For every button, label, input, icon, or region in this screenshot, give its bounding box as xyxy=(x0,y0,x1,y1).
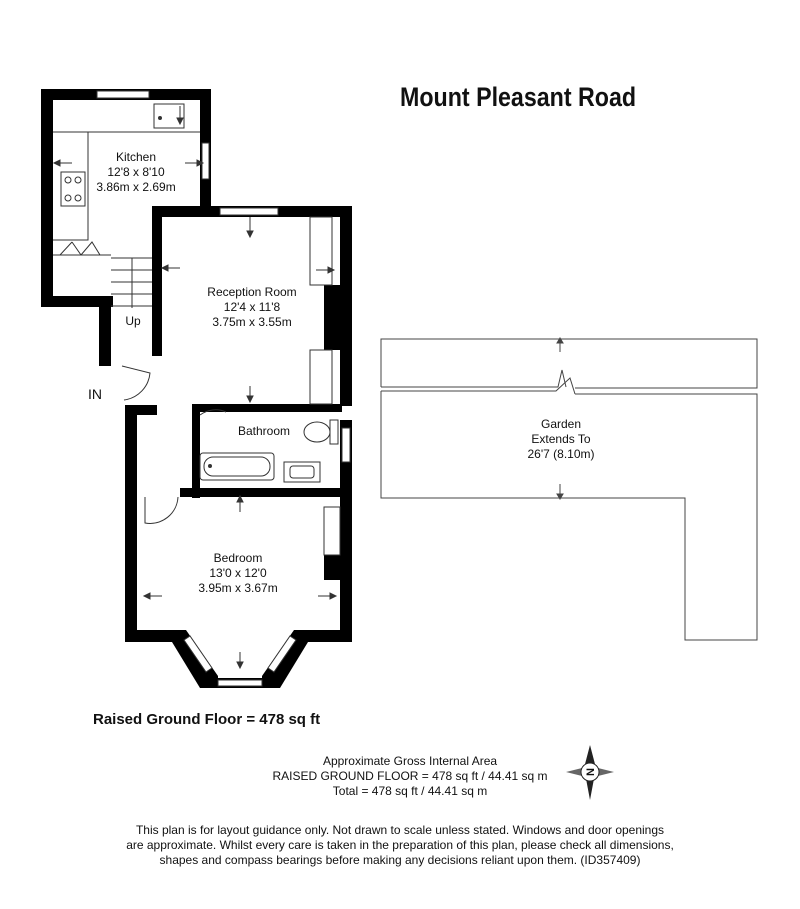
bedroom-door-swing xyxy=(145,497,178,523)
up-label: Up xyxy=(125,314,141,328)
bedroom-imperial: 13'0 x 12'0 xyxy=(209,566,267,580)
hob-ring-3 xyxy=(65,195,71,201)
disclaimer-line-3: shapes and compass bearings before making any decisions reliant upon them. (ID357409) xyxy=(159,853,641,867)
reception-alcove-lower xyxy=(310,350,332,404)
kitchen-name: Kitchen xyxy=(115,150,157,164)
gia-line-3: Total = 478 sq ft / 44.41 sq m xyxy=(332,784,488,798)
disclaimer-line-1: This plan is for layout guidance only. Not drawn to scale unless stated. Windows and door openings xyxy=(135,823,665,837)
garden-line1: Garden xyxy=(540,417,582,431)
hob-ring-1 xyxy=(65,177,71,183)
wall-bath-left xyxy=(192,404,200,498)
bath-drain xyxy=(209,465,212,468)
disclaimer xyxy=(100,823,700,868)
wall-bedroom-left xyxy=(125,407,137,642)
wall-stair-left xyxy=(99,296,111,366)
reception-alcove-upper xyxy=(310,217,332,285)
wall-bath-top xyxy=(192,404,342,412)
wall-reception-left xyxy=(152,206,162,356)
entrance-door-swing xyxy=(122,366,150,400)
window-bathroom-right xyxy=(342,428,350,462)
kitchen-sink-tap xyxy=(159,117,162,120)
garden-line3: 26'7 (8.10m) xyxy=(527,447,595,461)
hob-ring-4 xyxy=(75,195,81,201)
cupboard-door-left xyxy=(60,242,81,255)
garden-break-top xyxy=(381,370,566,387)
basin-bowl xyxy=(290,466,314,478)
gia-line-1: Approximate Gross Internal Area xyxy=(322,754,498,768)
reception-metric: 3.75m x 3.55m xyxy=(212,315,292,329)
gia-line-2: RAISED GROUND FLOOR = 478 sq ft / 44.41 sq m xyxy=(272,769,548,783)
garden-line2: Extends To xyxy=(531,432,591,446)
toilet-cistern xyxy=(330,420,338,444)
garden-break-bottom xyxy=(381,378,575,394)
toilet-bowl xyxy=(304,422,330,442)
entrance-label: IN xyxy=(88,386,102,402)
compass-north-icon: N xyxy=(585,768,597,776)
kitchen-hob xyxy=(61,172,85,206)
hob-ring-2 xyxy=(75,177,81,183)
stairs xyxy=(111,258,152,308)
window-bay-front xyxy=(218,680,262,686)
garden xyxy=(381,338,757,640)
garden-outline-top xyxy=(381,339,757,388)
bedroom-wardrobe xyxy=(324,507,340,555)
bedroom-name: Bedroom xyxy=(213,551,263,565)
window-kitchen-top xyxy=(97,91,149,98)
bedroom-metric: 3.95m x 3.67m xyxy=(198,581,278,595)
kitchen-imperial: 12'8 x 8'10 xyxy=(107,165,165,179)
basin xyxy=(284,462,320,482)
floor-area-summary: Raised Ground Floor = 478 sq ft xyxy=(93,711,321,728)
reception-imperial: 12'4 x 11'8 xyxy=(223,300,281,314)
page-title: Mount Pleasant Road xyxy=(400,82,637,112)
window-reception-top xyxy=(220,208,278,215)
wall-right-chimney xyxy=(324,285,344,350)
cupboard-door-right xyxy=(81,242,100,255)
kitchen-worktop xyxy=(53,132,88,240)
wall-bedroom-bottom-left xyxy=(125,630,180,642)
wall-bedroom-chimney xyxy=(324,555,344,580)
wall-kitchen-left xyxy=(41,89,53,307)
window-kitchen-right xyxy=(202,143,209,179)
bath-inner xyxy=(204,457,270,476)
gross-internal-area xyxy=(230,754,590,799)
wall-bedroom-left-top xyxy=(125,405,157,415)
reception-name: Reception Room xyxy=(207,285,297,299)
bathroom-name: Bathroom xyxy=(237,424,291,438)
wall-bath-bottom xyxy=(180,488,352,497)
kitchen-metric: 3.86m x 2.69m xyxy=(96,180,176,194)
disclaimer-line-2: are approximate. Whilst every care is taken in the preparation of this plan, please check all dimensions, xyxy=(126,838,674,852)
